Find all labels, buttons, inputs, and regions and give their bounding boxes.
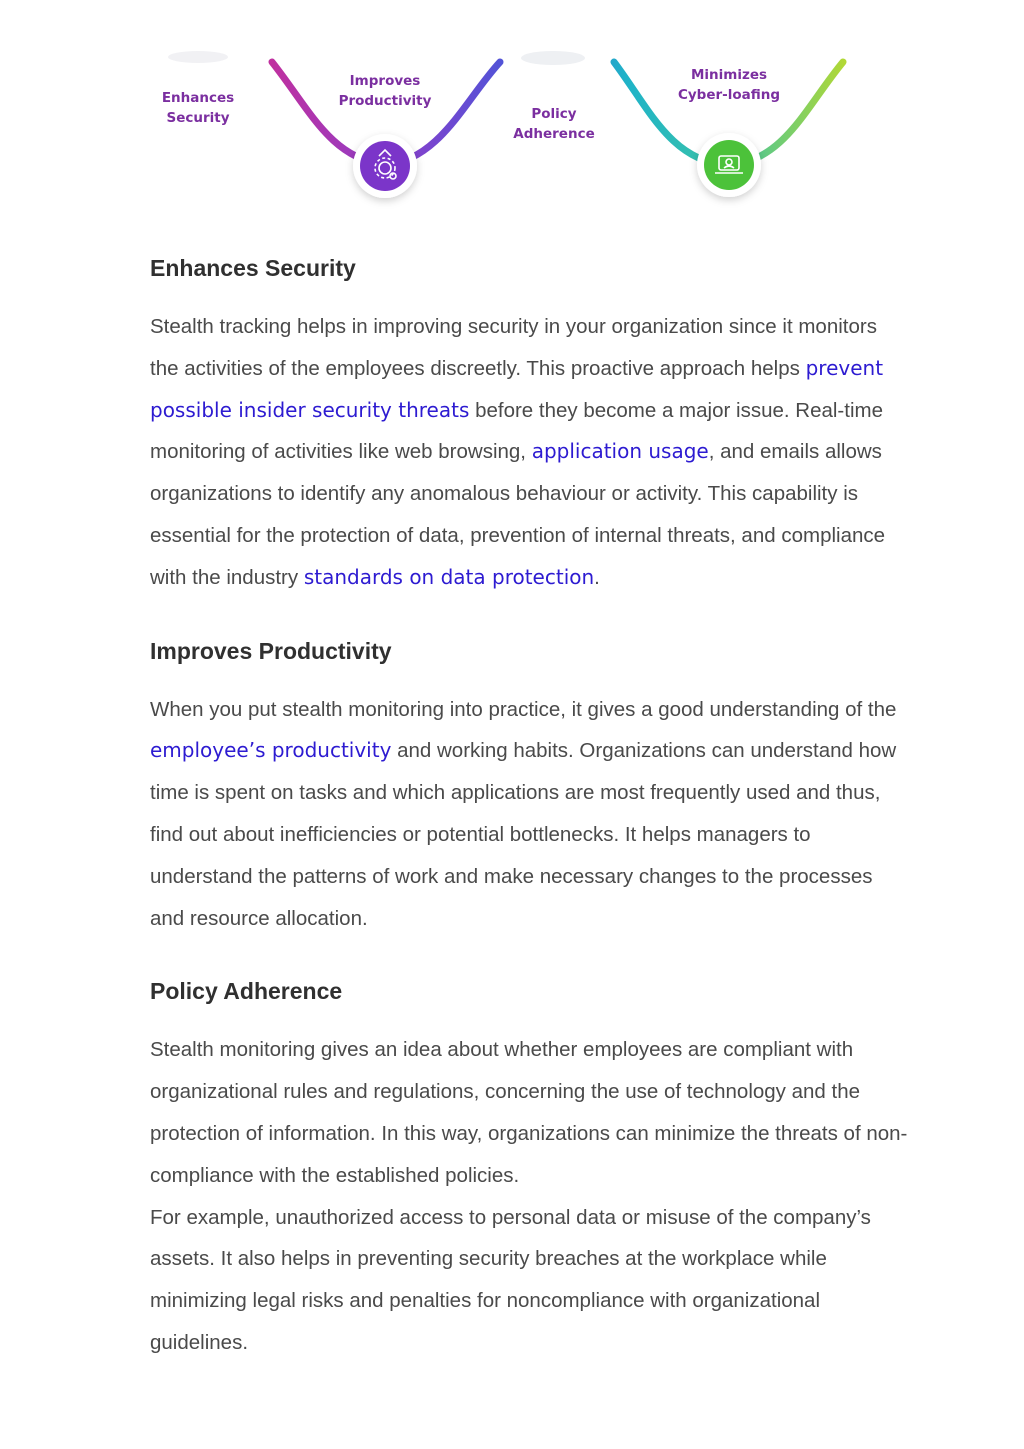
policy-section	[150, 1029, 910, 1363]
productivity-section	[150, 689, 910, 940]
security-paragraph	[150, 306, 910, 599]
text-segment: before they become a major issue. Real-time monitoring of activities like web browsing,	[150, 398, 883, 464]
security-section	[150, 306, 910, 599]
link-data-protection-standards[interactable]: standards on data protection	[303, 564, 595, 589]
label-minimizes-cyberloafing: Minimizes Cyber-loafing	[677, 67, 781, 103]
label-improves-productivity: Improves Productivity	[338, 73, 432, 109]
text-segment: , and emails allows organizations to identify any anomalous behaviour or activity. This capability is essential for the protection of data, prevention of internal threats, and compliance with the industry	[150, 440, 886, 589]
policy-paragraph-1: Stealth monitoring gives an idea about whether employees are compliant with organizational rules and regulations, concerning the use of technology and the protection of information. In this way, organizations can minimize the threats of non-compliance with the established policies.	[150, 1038, 908, 1187]
link-application-usage[interactable]: application usage	[531, 439, 709, 464]
productivity-node	[353, 134, 417, 198]
heading-policy-adherence: Policy Adherence	[150, 978, 343, 1005]
productivity-paragraph	[150, 689, 910, 940]
text-segment: and working habits. Organizations can understand how time is spent on tasks and which applications are most frequently used and thus, find out about inefficiencies or potential bottlenecks. It helps managers to understand the patterns of work and make necessary changes to the processes and resource allocation.	[150, 739, 897, 930]
label-enhances-security: Enhances Security	[161, 90, 235, 126]
benefits-infographic	[0, 0, 1024, 210]
heading-enhances-security: Enhances Security	[150, 255, 356, 281]
link-employee-productivity[interactable]: employee’s productivity	[150, 738, 392, 763]
link-insider-threats[interactable]: prevent possible insider security threats	[150, 355, 884, 422]
top-node-shadow	[521, 51, 585, 65]
text-segment: .	[594, 565, 600, 589]
cyberloafing-node	[697, 133, 761, 197]
article-body	[150, 246, 910, 1364]
policy-paragraph-2: For example, unauthorized access to personal data or misuse of the company’s assets. It also helps in preventing security breaches at the workplace while minimizing legal risks and penalties for noncompliance with organizational guidelines.	[150, 1205, 871, 1354]
text-segment: When you put stealth monitoring into practice, it gives a good understanding of the	[150, 697, 897, 721]
text-segment: Stealth tracking helps in improving security in your organization since it monitors the activities of the employees discreetly. This proactive approach helps	[150, 315, 877, 380]
heading-improves-productivity: Improves Productivity	[150, 637, 392, 664]
label-policy-adherence: Policy Adherence	[513, 106, 595, 142]
top-node-shadow	[168, 51, 228, 63]
